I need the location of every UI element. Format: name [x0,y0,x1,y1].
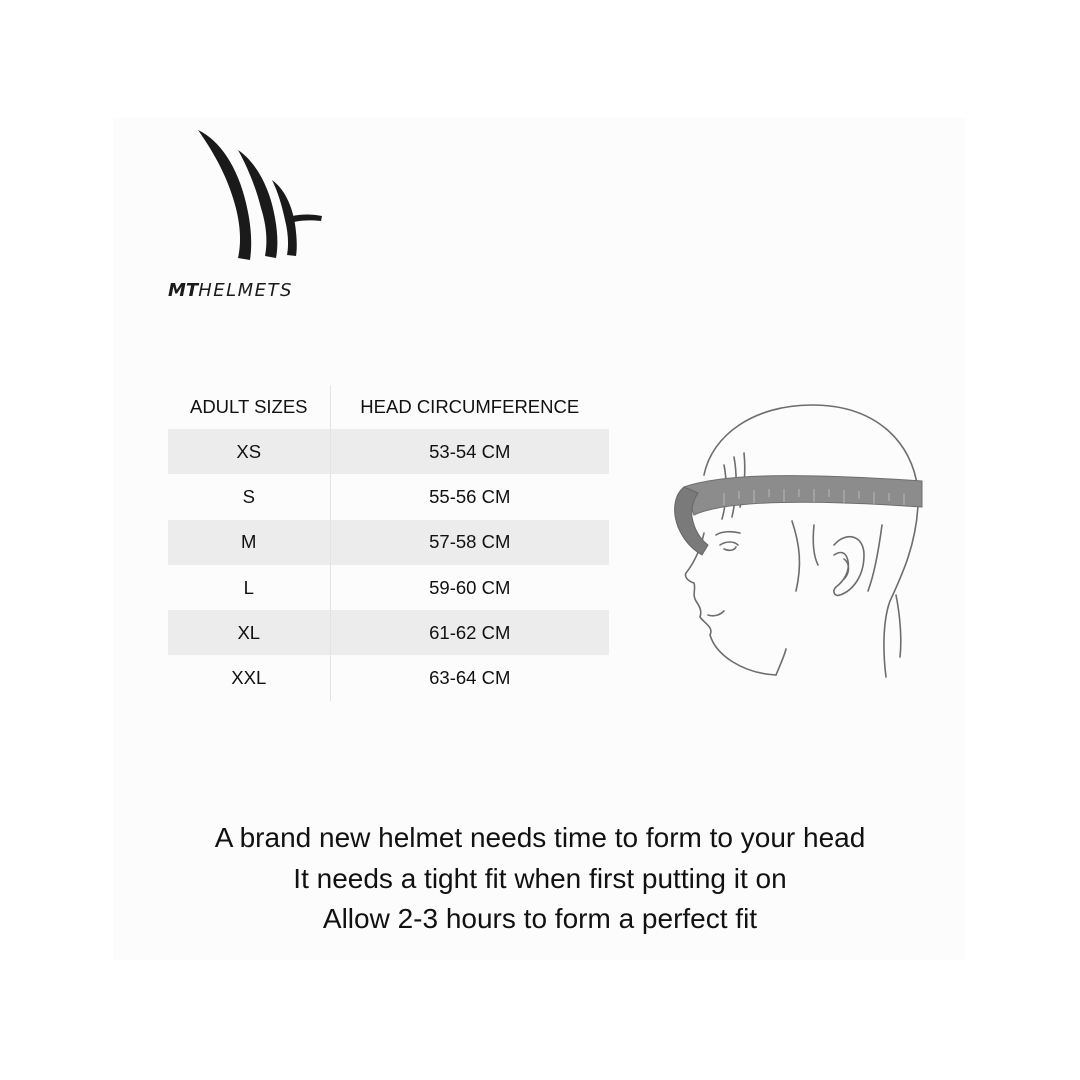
circumference-cell: 57-58 CM [330,520,609,565]
mt-logo-mark-icon [190,128,330,263]
size-cell: L [168,565,330,610]
size-cell: XS [168,429,330,474]
mt-helmets-logo [168,128,358,308]
size-cell: S [168,474,330,519]
size-cell: XL [168,610,330,655]
size-cell: XXL [168,655,330,700]
note-line: It needs a tight fit when first putting it on [293,862,787,894]
brand-wordmark [168,280,358,302]
table-row [168,429,609,474]
head-measurement-tape-icon [664,395,936,685]
fit-notes [0,818,1080,940]
size-chart-table [168,385,609,701]
table-row [168,520,609,565]
table-row [168,474,609,519]
circumference-cell: 61-62 CM [330,610,609,655]
table-row [168,610,609,655]
table-header-row [168,385,609,429]
brand-name-bold: MT [168,280,199,301]
table-row [168,655,609,700]
circumference-cell: 63-64 CM [429,667,511,689]
circumference-cell: 53-54 CM [330,429,609,474]
note-line: A brand new helmet needs time to form to your head [214,822,866,853]
header-adult-sizes: ADULT SIZES [168,385,330,429]
brand-name-light: HELMETS [198,280,293,301]
size-cell: M [168,520,330,565]
circumference-cell: 59-60 CM [429,576,511,598]
table-row [168,565,609,610]
circumference-cell: 55-56 CM [429,485,511,507]
header-head-circumference: HEAD CIRCUMFERENCE [360,396,580,417]
note-line: Allow 2-3 hours to form a perfect fit [322,903,758,934]
